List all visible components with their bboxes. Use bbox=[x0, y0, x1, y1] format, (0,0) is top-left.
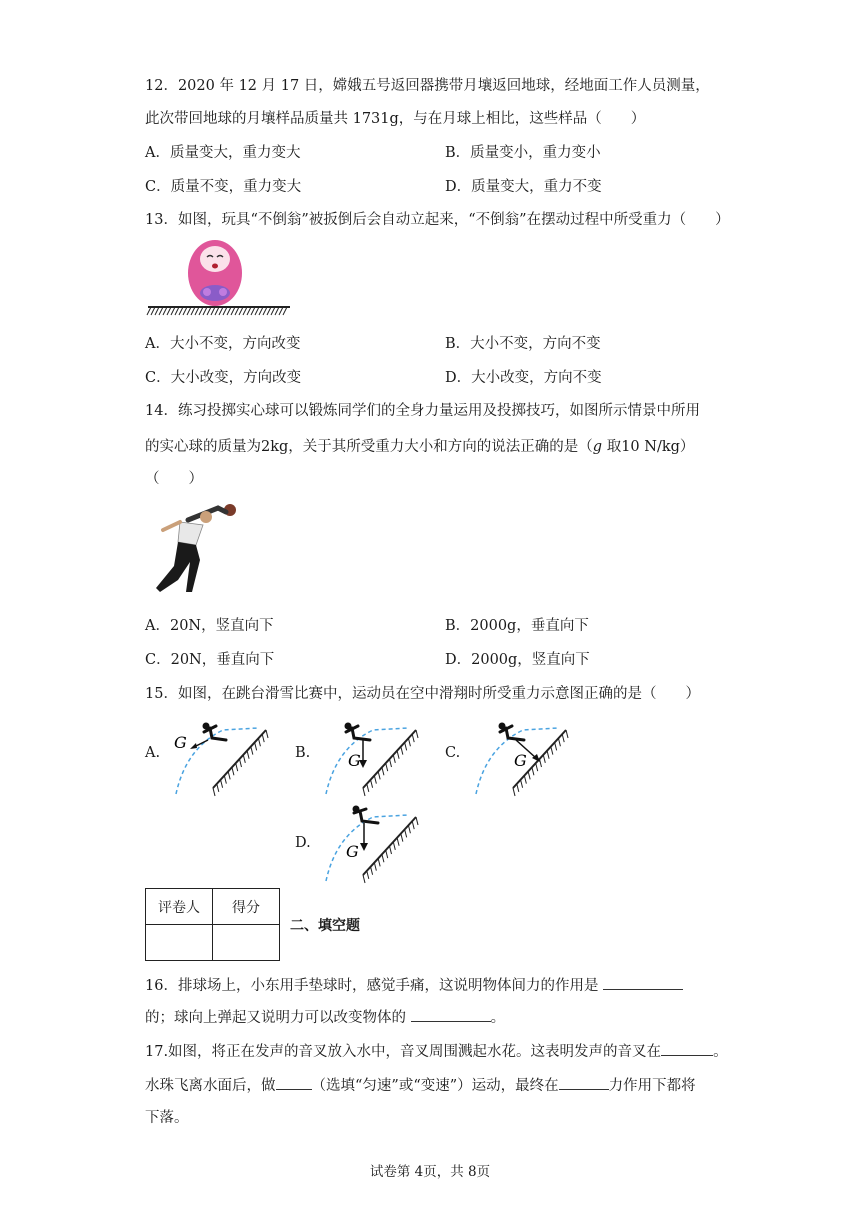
ski-diagram-b bbox=[318, 718, 428, 798]
q16-blank-1[interactable] bbox=[603, 975, 683, 990]
q14-g-value: 取10 N/kg） bbox=[602, 439, 695, 455]
q12-stem-line1: 12．2020 年 12 月 17 日，嫦娥五号返回器携带月壤返回地球，经地面工作人员测量， bbox=[145, 78, 710, 94]
thrower-shirt bbox=[178, 522, 203, 545]
q17-text-5: 力作用下都将 bbox=[608, 1078, 696, 1094]
q17-stem-line2 bbox=[145, 1074, 696, 1095]
q17-blank-2[interactable] bbox=[276, 1075, 312, 1090]
q16-blank-2[interactable] bbox=[411, 1007, 491, 1022]
q17-text-1: 17.如图，将正在发声的音叉放入水中，音叉周围溅起水花。这表明发声的音叉在 bbox=[145, 1044, 662, 1060]
q16-text-3: 。 bbox=[490, 1010, 506, 1026]
q16-stem-line2 bbox=[145, 1006, 505, 1027]
q17-stem-line3: 下落。 bbox=[145, 1110, 189, 1126]
q17-text-2: 。 bbox=[713, 1044, 728, 1060]
force-label-g: G bbox=[346, 842, 359, 861]
q14-stem-line3: （ ） bbox=[145, 471, 203, 487]
q16-stem-line1 bbox=[145, 974, 683, 995]
q13-option-b: B．大小不变，方向不变 bbox=[445, 336, 601, 352]
q14-stem-line1: 14．练习投掷实心球可以锻炼同学们的全身力量运用及投掷技巧，如图所示情景中所用 bbox=[145, 403, 700, 419]
q17-text-4: （选填“匀速”或“变速”）运动，最终在 bbox=[311, 1078, 559, 1094]
ground-hatching bbox=[147, 307, 287, 315]
q13-stem: 13．如图，玩具“不倒翁”被扳倒后会自动立起来，“不倒翁”在摆动过程中所受重力（ ） bbox=[145, 212, 730, 228]
q12-option-b: B．质量变小，重力变小 bbox=[445, 145, 601, 161]
force-label-g: G bbox=[514, 751, 527, 770]
q17-stem-line1 bbox=[145, 1040, 728, 1061]
q13-option-a: A．大小不变，方向改变 bbox=[145, 336, 301, 352]
shot-put-thrower-figure bbox=[148, 500, 248, 600]
q13-option-d: D．大小改变，方向不变 bbox=[445, 370, 602, 386]
q15-label-c: C. bbox=[445, 745, 461, 761]
q15-label-d: D. bbox=[295, 835, 311, 851]
q17-blank-3[interactable] bbox=[559, 1075, 609, 1090]
q14-stem-text: 的实心球的质量为 bbox=[145, 439, 261, 455]
q16-text-1: 16．排球场上，小东用手垫球时，感觉手痛，这说明物体间力的作用是 bbox=[145, 978, 599, 994]
q16-text-2: 的；球向上弹起又说明力可以改变物体的 bbox=[145, 1010, 406, 1026]
q12-stem-line2: 此次带回地球的月壤样品质量共 1731g，与在月球上相比，这些样品（ ） bbox=[145, 111, 646, 127]
q14-option-b: B．2000g，垂直向下 bbox=[445, 618, 589, 634]
thrower-head bbox=[200, 511, 212, 523]
q14-stem-line2 bbox=[145, 435, 694, 456]
force-label-g: G bbox=[348, 751, 361, 770]
q14-g-symbol: g bbox=[592, 439, 603, 455]
q14-option-a: A．20N，竖直向下 bbox=[145, 618, 274, 634]
q12-option-c: C．质量不变，重力变大 bbox=[145, 179, 302, 195]
ski-diagram-c bbox=[468, 718, 578, 798]
q17-blank-1[interactable] bbox=[661, 1041, 713, 1056]
q14-option-c: C．20N，垂直向下 bbox=[145, 652, 275, 668]
score-table-score-cell bbox=[213, 925, 280, 961]
tumbler-toy-figure bbox=[145, 235, 295, 325]
q17-text-3: 水珠飞离水面后，做 bbox=[145, 1078, 276, 1094]
page-footer: 试卷第 4页，共 8页 bbox=[369, 1164, 491, 1180]
q15-stem: 15．如图，在跳台滑雪比赛中，运动员在空中滑翔时所受重力示意图正确的是（ ） bbox=[145, 686, 700, 702]
thrower-pants bbox=[156, 542, 200, 592]
ski-diagram-d bbox=[318, 805, 428, 885]
score-table-grader-header: 评卷人 bbox=[146, 889, 213, 925]
q14-stem-text-2: ，关于其所受重力大小和方向的说法正确的是（ bbox=[288, 439, 593, 455]
q14-option-d: D．2000g，竖直向下 bbox=[445, 652, 590, 668]
ski-diagram-a bbox=[168, 718, 278, 798]
q13-option-c: C．大小改变，方向改变 bbox=[145, 370, 302, 386]
score-table bbox=[145, 888, 280, 961]
force-label-g: G bbox=[174, 733, 187, 752]
q15-label-b: B. bbox=[295, 745, 311, 761]
score-table-score-header: 得分 bbox=[213, 889, 280, 925]
q15-label-a: A. bbox=[145, 745, 161, 761]
q12-option-d: D．质量变大，重力不变 bbox=[445, 179, 602, 195]
q14-mass: 2kg bbox=[261, 439, 289, 455]
q12-option-a: A．质量变大，重力变大 bbox=[145, 145, 301, 161]
section-title: 二、填空题 bbox=[290, 918, 360, 934]
score-table-grader-cell bbox=[146, 925, 213, 961]
